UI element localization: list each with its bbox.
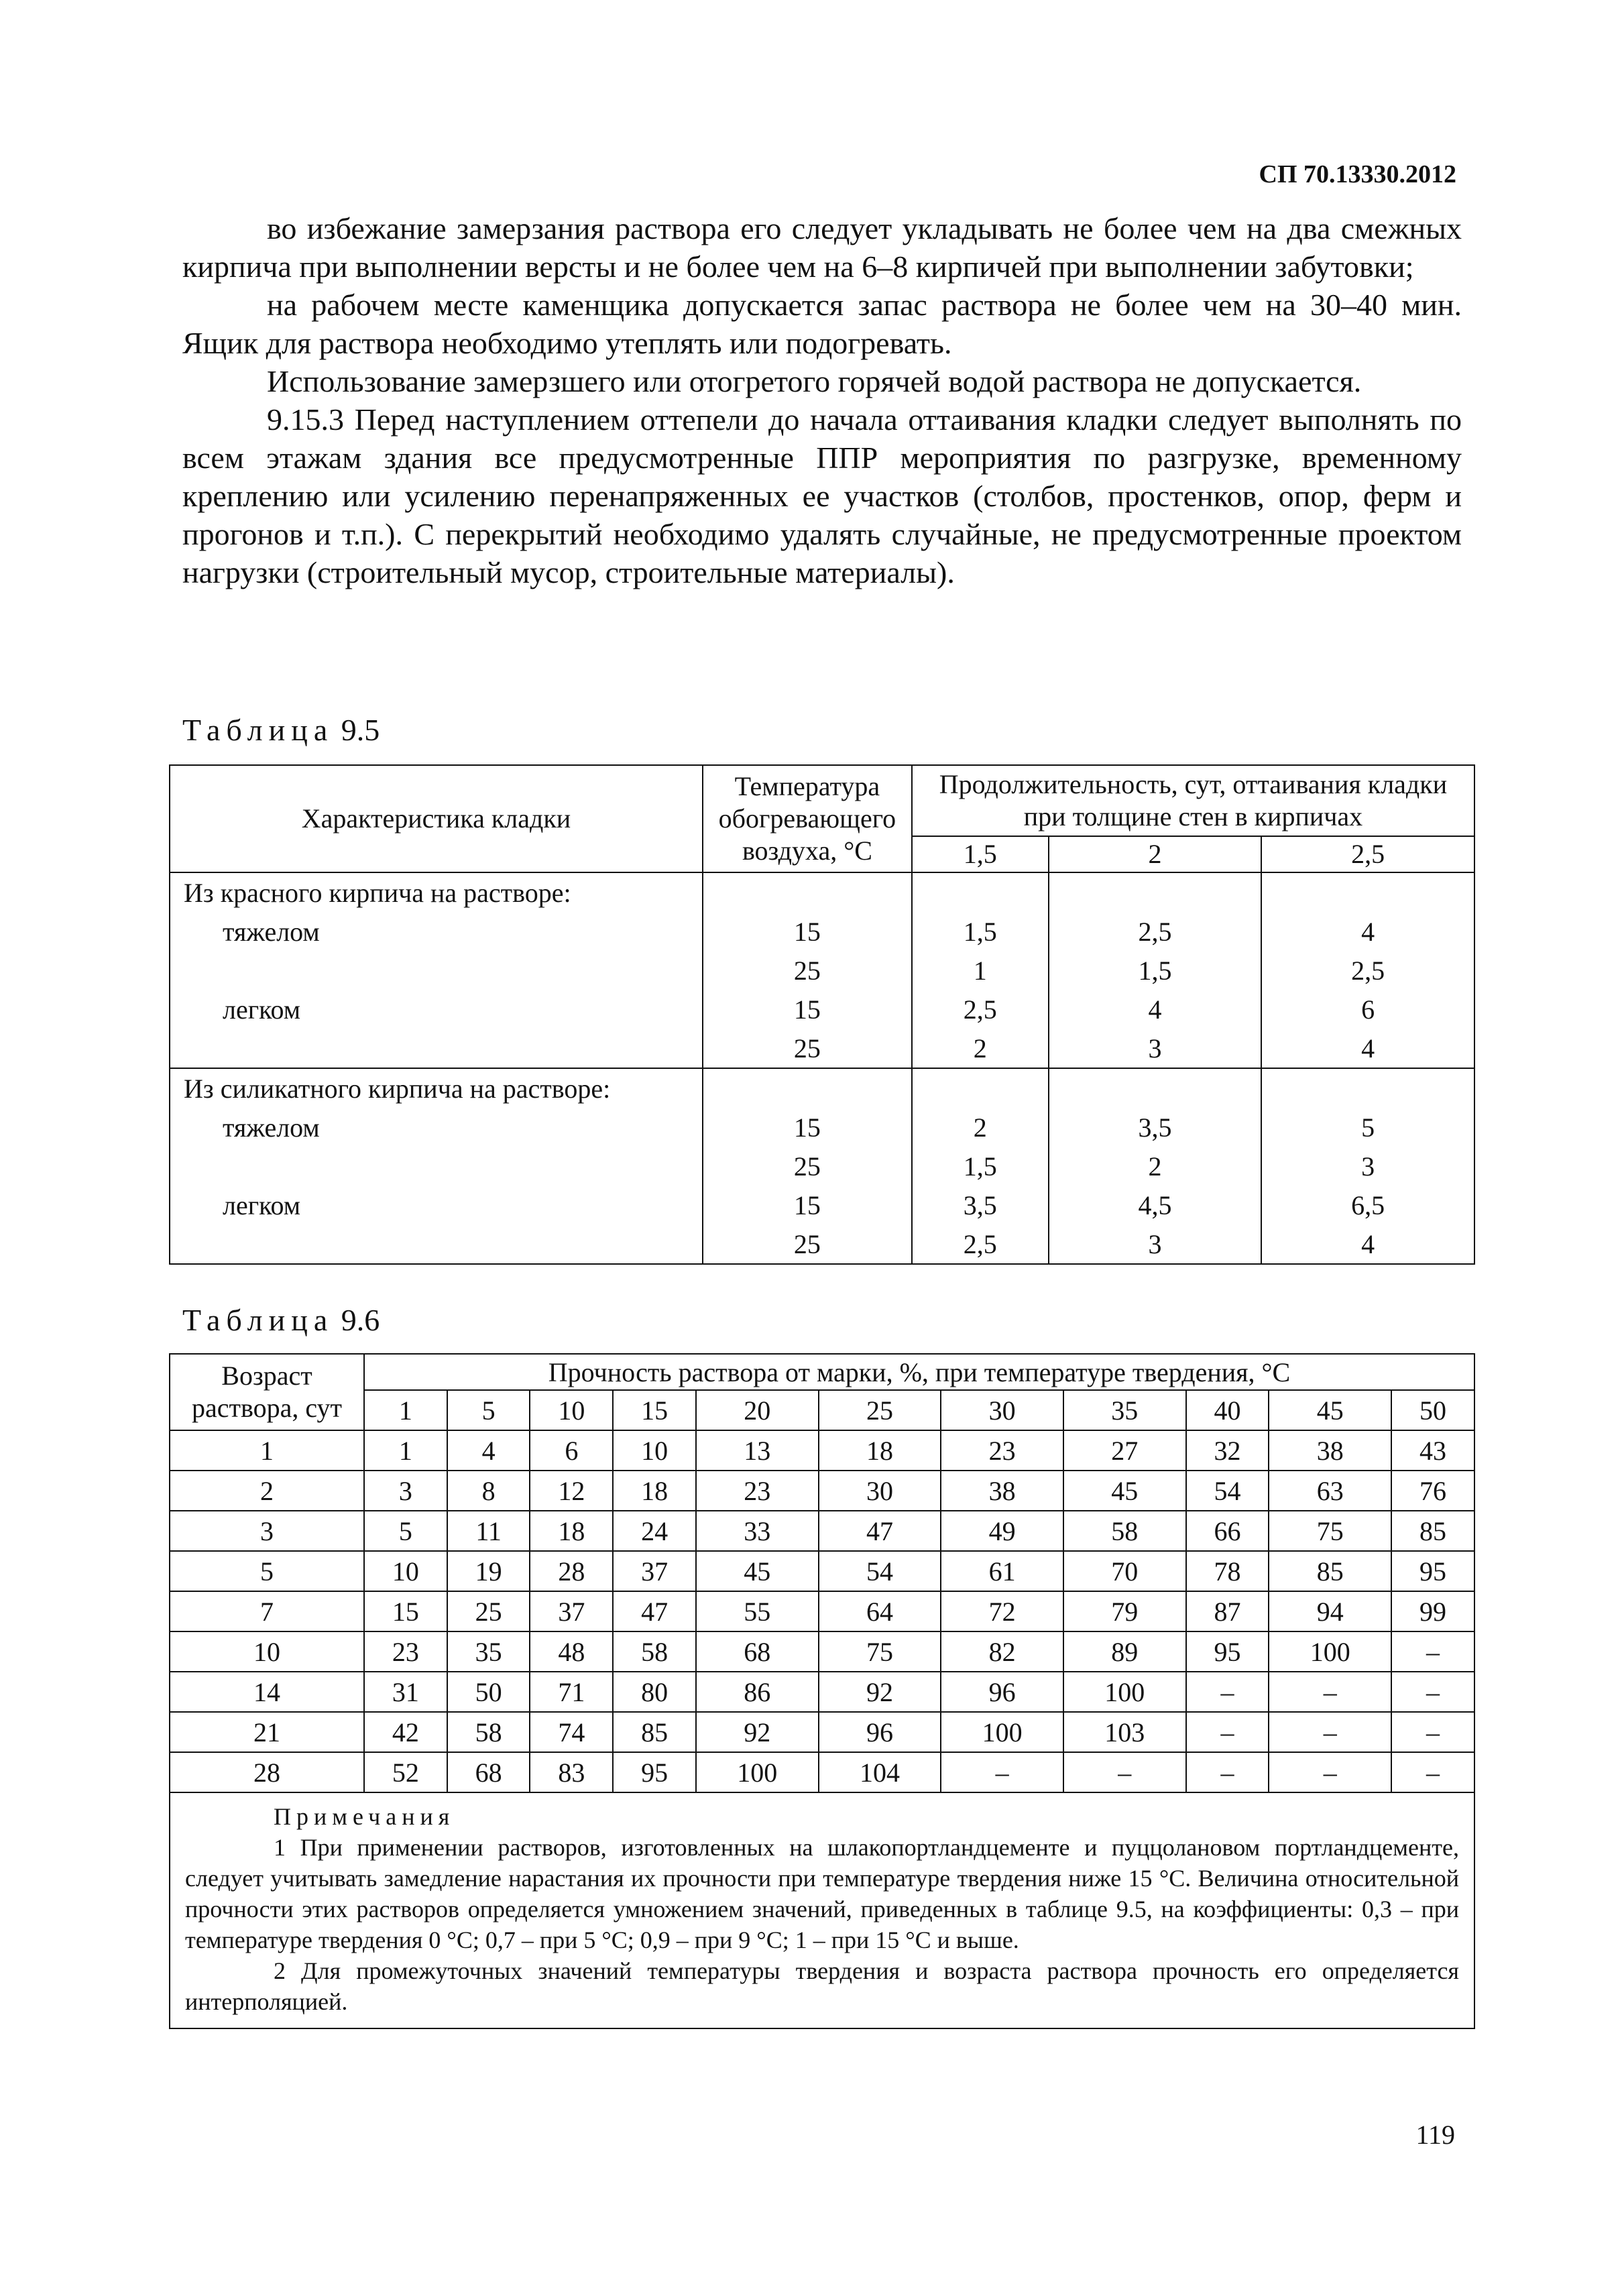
strength-cell: 38 bbox=[941, 1471, 1063, 1511]
strength-cell: 100 bbox=[1269, 1631, 1391, 1672]
header-temperature-cell: 45 bbox=[1269, 1390, 1391, 1430]
duration-cell: 2,5 bbox=[1049, 912, 1262, 951]
strength-cell: 66 bbox=[1186, 1511, 1269, 1551]
row-label: тяжелом bbox=[170, 1108, 703, 1147]
strength-cell: – bbox=[1269, 1672, 1391, 1712]
strength-cell: – bbox=[1391, 1712, 1474, 1752]
notes-cell bbox=[170, 1792, 1474, 2028]
caption-word: Таблица bbox=[182, 713, 334, 747]
strength-cell: – bbox=[1269, 1752, 1391, 1792]
duration-cell: 4 bbox=[1261, 912, 1474, 951]
duration-cell: 3 bbox=[1049, 1029, 1262, 1068]
table-row bbox=[170, 1108, 1474, 1147]
strength-cell: 13 bbox=[696, 1430, 819, 1471]
strength-cell: 11 bbox=[447, 1511, 530, 1551]
row-label bbox=[170, 1224, 703, 1264]
strength-cell: 80 bbox=[613, 1672, 696, 1712]
row-label bbox=[170, 1029, 703, 1068]
age-cell: 28 bbox=[170, 1752, 364, 1792]
strength-cell: 6 bbox=[530, 1430, 613, 1471]
empty-cell bbox=[1049, 1068, 1262, 1108]
duration-cell: 1 bbox=[912, 951, 1049, 990]
strength-cell: 25 bbox=[447, 1591, 530, 1631]
strength-cell: 87 bbox=[1186, 1591, 1269, 1631]
table-row bbox=[170, 1186, 1474, 1224]
strength-cell: 104 bbox=[819, 1752, 941, 1792]
header-duration: Продолжительность, сут, оттаивания кладки при толщине стен в кирпичах bbox=[912, 765, 1474, 836]
header-temperature: Температура обогревающего воздуха, °С bbox=[703, 765, 912, 872]
strength-cell: 18 bbox=[530, 1511, 613, 1551]
table-row bbox=[170, 1672, 1474, 1712]
table-row bbox=[170, 1551, 1474, 1591]
header-temperature-cell: 50 bbox=[1391, 1390, 1474, 1430]
table-row bbox=[170, 951, 1474, 990]
caption-number: 9.5 bbox=[333, 713, 380, 747]
strength-cell: 50 bbox=[447, 1672, 530, 1712]
table-row bbox=[170, 1591, 1474, 1631]
strength-cell: 8 bbox=[447, 1471, 530, 1511]
duration-cell: 6,5 bbox=[1261, 1186, 1474, 1224]
table-row bbox=[170, 1631, 1474, 1672]
table-row bbox=[170, 1712, 1474, 1752]
table-row bbox=[170, 912, 1474, 951]
note-1: 1 При применении растворов, изготовленных на шлакопортландцементе и пуццолановом портландцементе, следует учитывать замедление нарастания их прочности при температуре твердения ниже 15 °С. Величина относительной прочности этих растворов определяется умножением значений, приведенных в таблице 9.5, на коэффициенты: 0,3 – при температуре твердения 0 °С; 0,7 – при 5 °С; 0,9 – при 9 °С; 1 – при 15 °С и выше. bbox=[185, 1834, 1459, 1953]
notes bbox=[170, 1793, 1474, 2028]
strength-cell: 43 bbox=[1391, 1430, 1474, 1471]
strength-cell: 92 bbox=[819, 1672, 941, 1712]
strength-cell: 1 bbox=[364, 1430, 447, 1471]
header-thickness-3: 2,5 bbox=[1261, 836, 1474, 872]
table-9-5 bbox=[169, 764, 1475, 1265]
strength-cell: 30 bbox=[819, 1471, 941, 1511]
strength-cell: 70 bbox=[1063, 1551, 1186, 1591]
temperature-cell: 25 bbox=[703, 951, 912, 990]
age-cell: 2 bbox=[170, 1471, 364, 1511]
strength-cell: 37 bbox=[530, 1591, 613, 1631]
table-row bbox=[170, 1147, 1474, 1186]
header-characteristic: Характеристика кладки bbox=[170, 765, 703, 872]
row-label bbox=[170, 951, 703, 990]
strength-cell: 28 bbox=[530, 1551, 613, 1591]
header-temperature-cell: 1 bbox=[364, 1390, 447, 1430]
strength-cell: 10 bbox=[364, 1551, 447, 1591]
strength-cell: 19 bbox=[447, 1551, 530, 1591]
strength-cell: 103 bbox=[1063, 1712, 1186, 1752]
header-temperature-cell: 25 bbox=[819, 1390, 941, 1430]
strength-cell: 33 bbox=[696, 1511, 819, 1551]
empty-cell bbox=[1261, 1068, 1474, 1108]
table-9-6-caption bbox=[182, 1302, 380, 1338]
temperature-cell: 25 bbox=[703, 1224, 912, 1264]
strength-cell: 58 bbox=[613, 1631, 696, 1672]
paragraph-3: Использование замерзшего или отогретого горячей водой раствора не допускается. bbox=[267, 364, 1362, 398]
strength-cell: – bbox=[941, 1752, 1063, 1792]
duration-cell: 4 bbox=[1261, 1224, 1474, 1264]
strength-cell: 5 bbox=[364, 1511, 447, 1551]
duration-cell: 4,5 bbox=[1049, 1186, 1262, 1224]
group-title: Из красного кирпича на растворе: bbox=[170, 872, 703, 912]
caption-word: Таблица bbox=[182, 1303, 334, 1337]
row-label: легком bbox=[170, 990, 703, 1029]
strength-cell: 3 bbox=[364, 1471, 447, 1511]
page-number: 119 bbox=[1415, 2120, 1455, 2150]
strength-cell: 85 bbox=[1269, 1551, 1391, 1591]
notes-title: Примечания bbox=[274, 1803, 455, 1830]
duration-cell: 4 bbox=[1049, 990, 1262, 1029]
strength-cell: 18 bbox=[819, 1430, 941, 1471]
duration-cell: 2 bbox=[912, 1108, 1049, 1147]
strength-cell: 78 bbox=[1186, 1551, 1269, 1591]
strength-cell: 31 bbox=[364, 1672, 447, 1712]
strength-cell: 37 bbox=[613, 1551, 696, 1591]
strength-cell: 68 bbox=[696, 1631, 819, 1672]
duration-cell: 1,5 bbox=[912, 1147, 1049, 1186]
strength-cell: 95 bbox=[613, 1752, 696, 1792]
age-cell: 21 bbox=[170, 1712, 364, 1752]
strength-cell: 64 bbox=[819, 1591, 941, 1631]
strength-cell: 100 bbox=[696, 1752, 819, 1792]
strength-cell: 42 bbox=[364, 1712, 447, 1752]
caption-number: 9.6 bbox=[333, 1303, 380, 1337]
strength-cell: 63 bbox=[1269, 1471, 1391, 1511]
strength-cell: 68 bbox=[447, 1752, 530, 1792]
duration-cell: 2 bbox=[912, 1029, 1049, 1068]
header-thickness-1: 1,5 bbox=[912, 836, 1049, 872]
header-temperature-cell: 40 bbox=[1186, 1390, 1269, 1430]
row-label: тяжелом bbox=[170, 912, 703, 951]
header-temperatures-row bbox=[170, 1390, 1474, 1430]
strength-cell: – bbox=[1391, 1672, 1474, 1712]
strength-cell: 10 bbox=[613, 1430, 696, 1471]
strength-cell: 23 bbox=[941, 1430, 1063, 1471]
strength-cell: – bbox=[1186, 1672, 1269, 1712]
strength-cell: 18 bbox=[613, 1471, 696, 1511]
paragraph-2: на рабочем месте каменщика допускается запас раствора не более чем на 30–40 мин. Ящик для раствора необходимо утеплять или подогревать. bbox=[182, 288, 1462, 360]
temperature-cell: 15 bbox=[703, 1186, 912, 1224]
strength-cell: 74 bbox=[530, 1712, 613, 1752]
strength-cell: 95 bbox=[1391, 1551, 1474, 1591]
strength-cell: 76 bbox=[1391, 1471, 1474, 1511]
strength-cell: 23 bbox=[696, 1471, 819, 1511]
empty-cell bbox=[703, 1068, 912, 1108]
strength-cell: 45 bbox=[1063, 1471, 1186, 1511]
strength-cell: 61 bbox=[941, 1551, 1063, 1591]
table-9-6-body bbox=[170, 1430, 1474, 1792]
duration-cell: 1,5 bbox=[1049, 951, 1262, 990]
paragraph-1: во избежание замерзания раствора его следует укладывать не более чем на два смежных кирпича при выполнении версты и не более чем на 6–8 кирпичей при выполнении забутовки; bbox=[182, 211, 1462, 284]
temperature-cell: 25 bbox=[703, 1147, 912, 1186]
age-cell: 14 bbox=[170, 1672, 364, 1712]
strength-cell: 24 bbox=[613, 1511, 696, 1551]
strength-cell: 82 bbox=[941, 1631, 1063, 1672]
strength-cell: 92 bbox=[696, 1712, 819, 1752]
strength-cell: 35 bbox=[447, 1631, 530, 1672]
row-label: легком bbox=[170, 1186, 703, 1224]
table-9-5-body bbox=[170, 872, 1474, 1264]
header-strength: Прочность раствора от марки, %, при температуре твердения, °С bbox=[364, 1354, 1474, 1390]
strength-cell: 54 bbox=[1186, 1471, 1269, 1511]
duration-cell: 2,5 bbox=[912, 1224, 1049, 1264]
header-temperature-cell: 35 bbox=[1063, 1390, 1186, 1430]
duration-cell: 1,5 bbox=[912, 912, 1049, 951]
duration-cell: 6 bbox=[1261, 990, 1474, 1029]
table-row bbox=[170, 1511, 1474, 1551]
empty-cell bbox=[912, 872, 1049, 912]
header-temperature-cell: 30 bbox=[941, 1390, 1063, 1430]
paragraph-4: 9.15.3 Перед наступлением оттепели до начала оттаивания кладки следует выполнять по всем этажам здания все предусмотренные ППР мероприятия по разгрузке, временному креплению или усилению перенапряженных ее участков (столбов, простенков, опор, ферм и прогонов и т.п.). С перекрытий необходимо удалять случайные, не предусмотренные проектом нагрузки (строительный мусор, строительные материалы). bbox=[182, 402, 1462, 589]
table-row bbox=[170, 990, 1474, 1029]
strength-cell: 12 bbox=[530, 1471, 613, 1511]
strength-cell: 71 bbox=[530, 1672, 613, 1712]
strength-cell: 75 bbox=[819, 1631, 941, 1672]
strength-cell: 83 bbox=[530, 1752, 613, 1792]
strength-cell: – bbox=[1391, 1752, 1474, 1792]
strength-cell: – bbox=[1186, 1752, 1269, 1792]
temperature-cell: 15 bbox=[703, 1108, 912, 1147]
strength-cell: 47 bbox=[819, 1511, 941, 1551]
table-row bbox=[170, 1471, 1474, 1511]
table-row bbox=[170, 1430, 1474, 1471]
strength-cell: 96 bbox=[819, 1712, 941, 1752]
strength-cell: 54 bbox=[819, 1551, 941, 1591]
strength-cell: 52 bbox=[364, 1752, 447, 1792]
duration-cell: 3,5 bbox=[1049, 1108, 1262, 1147]
group-title: Из силикатного кирпича на растворе: bbox=[170, 1068, 703, 1108]
strength-cell: 100 bbox=[1063, 1672, 1186, 1712]
strength-cell: 95 bbox=[1186, 1631, 1269, 1672]
age-cell: 5 bbox=[170, 1551, 364, 1591]
empty-cell bbox=[1261, 872, 1474, 912]
strength-cell: – bbox=[1063, 1752, 1186, 1792]
duration-cell: 5 bbox=[1261, 1108, 1474, 1147]
table-row bbox=[170, 1752, 1474, 1792]
strength-cell: 47 bbox=[613, 1591, 696, 1631]
duration-cell: 3,5 bbox=[912, 1186, 1049, 1224]
strength-cell: 86 bbox=[696, 1672, 819, 1712]
strength-cell: 32 bbox=[1186, 1430, 1269, 1471]
strength-cell: 94 bbox=[1269, 1591, 1391, 1631]
strength-cell: 15 bbox=[364, 1591, 447, 1631]
header-temperature-cell: 15 bbox=[613, 1390, 696, 1430]
strength-cell: 58 bbox=[447, 1712, 530, 1752]
strength-cell: 27 bbox=[1063, 1430, 1186, 1471]
header-temperature-cell: 10 bbox=[530, 1390, 613, 1430]
strength-cell: 38 bbox=[1269, 1430, 1391, 1471]
row-label bbox=[170, 1147, 703, 1186]
strength-cell: 100 bbox=[941, 1712, 1063, 1752]
strength-cell: 79 bbox=[1063, 1591, 1186, 1631]
age-cell: 7 bbox=[170, 1591, 364, 1631]
duration-cell: 3 bbox=[1049, 1224, 1262, 1264]
duration-cell: 2,5 bbox=[912, 990, 1049, 1029]
strength-cell: – bbox=[1269, 1712, 1391, 1752]
document-code: СП 70.13330.2012 bbox=[1259, 160, 1456, 188]
age-cell: 3 bbox=[170, 1511, 364, 1551]
strength-cell: 85 bbox=[1391, 1511, 1474, 1551]
strength-cell: 4 bbox=[447, 1430, 530, 1471]
strength-cell: – bbox=[1391, 1631, 1474, 1672]
strength-cell: 75 bbox=[1269, 1511, 1391, 1551]
empty-cell bbox=[703, 872, 912, 912]
strength-cell: 89 bbox=[1063, 1631, 1186, 1672]
header-thickness-2: 2 bbox=[1049, 836, 1262, 872]
group-title-row bbox=[170, 872, 1474, 912]
age-cell: 10 bbox=[170, 1631, 364, 1672]
header-age: Возраст раствора, сут bbox=[170, 1354, 364, 1430]
empty-cell bbox=[1049, 872, 1262, 912]
group-title-row bbox=[170, 1068, 1474, 1108]
strength-cell: 23 bbox=[364, 1631, 447, 1672]
note-2: 2 Для промежуточных значений температуры твердения и возраста раствора прочность его определяется интерполяцией. bbox=[185, 1957, 1459, 2015]
strength-cell: 55 bbox=[696, 1591, 819, 1631]
strength-cell: 45 bbox=[696, 1551, 819, 1591]
temperature-cell: 15 bbox=[703, 912, 912, 951]
strength-cell: 99 bbox=[1391, 1591, 1474, 1631]
strength-cell: 58 bbox=[1063, 1511, 1186, 1551]
header-temperature-cell: 20 bbox=[696, 1390, 819, 1430]
table-row bbox=[170, 1224, 1474, 1264]
strength-cell: 48 bbox=[530, 1631, 613, 1672]
strength-cell: – bbox=[1186, 1712, 1269, 1752]
empty-cell bbox=[912, 1068, 1049, 1108]
strength-cell: 49 bbox=[941, 1511, 1063, 1551]
age-cell: 1 bbox=[170, 1430, 364, 1471]
duration-cell: 2,5 bbox=[1261, 951, 1474, 990]
strength-cell: 96 bbox=[941, 1672, 1063, 1712]
duration-cell: 4 bbox=[1261, 1029, 1474, 1068]
strength-cell: 85 bbox=[613, 1712, 696, 1752]
strength-cell: 72 bbox=[941, 1591, 1063, 1631]
temperature-cell: 15 bbox=[703, 990, 912, 1029]
table-9-5-caption bbox=[182, 712, 380, 748]
table-9-6 bbox=[169, 1353, 1475, 2029]
duration-cell: 3 bbox=[1261, 1147, 1474, 1186]
temperature-cell: 25 bbox=[703, 1029, 912, 1068]
duration-cell: 2 bbox=[1049, 1147, 1262, 1186]
body-text bbox=[182, 209, 1462, 591]
header-temperature-cell: 5 bbox=[447, 1390, 530, 1430]
table-row bbox=[170, 1029, 1474, 1068]
